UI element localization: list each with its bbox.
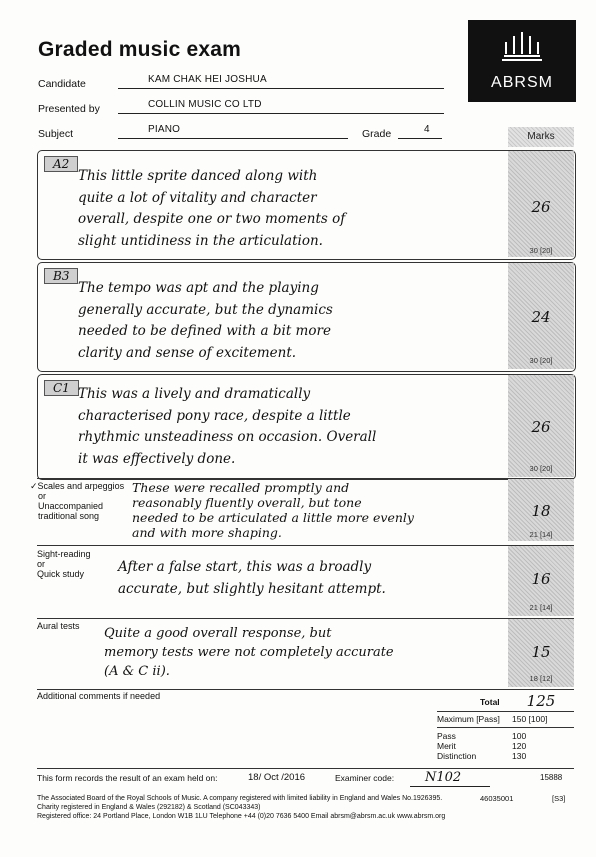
presented-by-value: COLLIN MUSIC CO LTD xyxy=(148,99,262,110)
grade-boundaries-labels: Pass Merit Distinction xyxy=(437,731,477,761)
reference-number: 46035001 xyxy=(480,794,514,803)
piece-a-max: 30 [20] xyxy=(529,246,553,255)
piece-b-max: 30 [20] xyxy=(529,356,553,365)
total-label: Total xyxy=(480,697,500,707)
piece-c-max: 30 [20] xyxy=(529,464,553,473)
piece-b-mark: 24 xyxy=(531,308,551,326)
crown-icon xyxy=(468,20,576,74)
exam-date: 18/ Oct /2016 xyxy=(248,772,306,783)
legal-line-1: The Associated Board of the Royal Schools of Music. A company registered with limited liability in England and Wales No.1926395. xyxy=(37,795,443,802)
maximum-value: 150 [100] xyxy=(512,714,548,724)
scales-label: ✓Scales and arpeggios or Unaccompanied traditional song xyxy=(30,481,125,521)
grade-label: Grade xyxy=(362,128,392,140)
grade-value: 4 xyxy=(424,124,430,135)
grade-boundaries-values: 100 120 130 xyxy=(512,731,527,761)
sight-reading-mark: 16 xyxy=(531,570,551,588)
scales-comment: These were recalled promptly and reasonably fluently overall, but tone needed to be articulated a little more evenly and with more shaping. xyxy=(132,480,414,540)
piece-a-code: A2 xyxy=(44,156,78,172)
aural-tests-label: Aural tests xyxy=(37,621,80,631)
presented-by-label: Presented by xyxy=(38,103,100,115)
aural-tests-mark: 15 xyxy=(531,643,551,661)
form-number: 15888 xyxy=(540,773,563,782)
piece-c-code: C1 xyxy=(44,380,79,396)
candidate-value: KAM CHAK HEI JOSHUA xyxy=(148,74,267,85)
maximum-label: Maximum [Pass] xyxy=(437,714,500,724)
tick-mark: ✓ xyxy=(30,481,38,491)
logo-text: ABRSM xyxy=(491,74,553,91)
additional-comments-label: Additional comments if needed xyxy=(37,691,161,701)
marks-header: Marks xyxy=(508,127,574,147)
aural-tests-max: 18 [12] xyxy=(529,674,553,683)
subject-label: Subject xyxy=(38,128,74,140)
total-value: 125 xyxy=(526,692,556,710)
legal-line-3: Registered office: 24 Portland Place, London W1B 1LU Telephone +44 (0)20 7636 5400 Email abrsm@abrsm.ac.uk www.abrsm.org xyxy=(37,813,446,820)
piece-b-comment: The tempo was apt and the playing generally accurate, but the dynamics needed to be defined with a bit more clarity and sense of excitement. xyxy=(78,280,333,361)
aural-tests-comment: Quite a good overall response, but memory tests were not completely accurate (A & C ii). xyxy=(104,626,394,679)
legal-line-2: Charity registered in England & Wales (292182) & Scotland (SC043343) xyxy=(37,804,261,811)
subject-value: PIANO xyxy=(148,124,181,135)
piece-b-code: B3 xyxy=(44,268,78,284)
piece-a-comment: This little sprite danced along with quite a lot of vitality and character overall, despite one or two moments of slight untidiness in the articulation. xyxy=(78,168,346,249)
scales-max: 21 [14] xyxy=(529,530,553,539)
scales-mark: 18 xyxy=(531,502,551,520)
examiner-code-label: Examiner code: xyxy=(335,773,395,783)
exam-record-text: This form records the result of an exam held on: xyxy=(37,773,218,783)
abrsm-logo xyxy=(468,20,576,102)
sight-reading-max: 21 [14] xyxy=(529,603,553,612)
sight-reading-comment: After a false start, this was a broadly accurate, but slightly hesitant attempt. xyxy=(118,559,386,597)
sight-reading-label: Sight-reading or Quick study xyxy=(37,549,91,579)
piece-c-mark: 26 xyxy=(531,418,551,436)
examiner-code: N102 xyxy=(425,770,462,785)
piece-a-mark: 26 xyxy=(531,198,551,216)
page-title: Graded music exam xyxy=(38,38,241,61)
candidate-label: Candidate xyxy=(38,78,86,90)
form-code: [S3] xyxy=(552,794,566,803)
piece-c-comment: This was a lively and dramatically characterised pony race, despite a little rhythmic unsteadiness on occasion. Overall it was effectively done. xyxy=(78,386,377,467)
